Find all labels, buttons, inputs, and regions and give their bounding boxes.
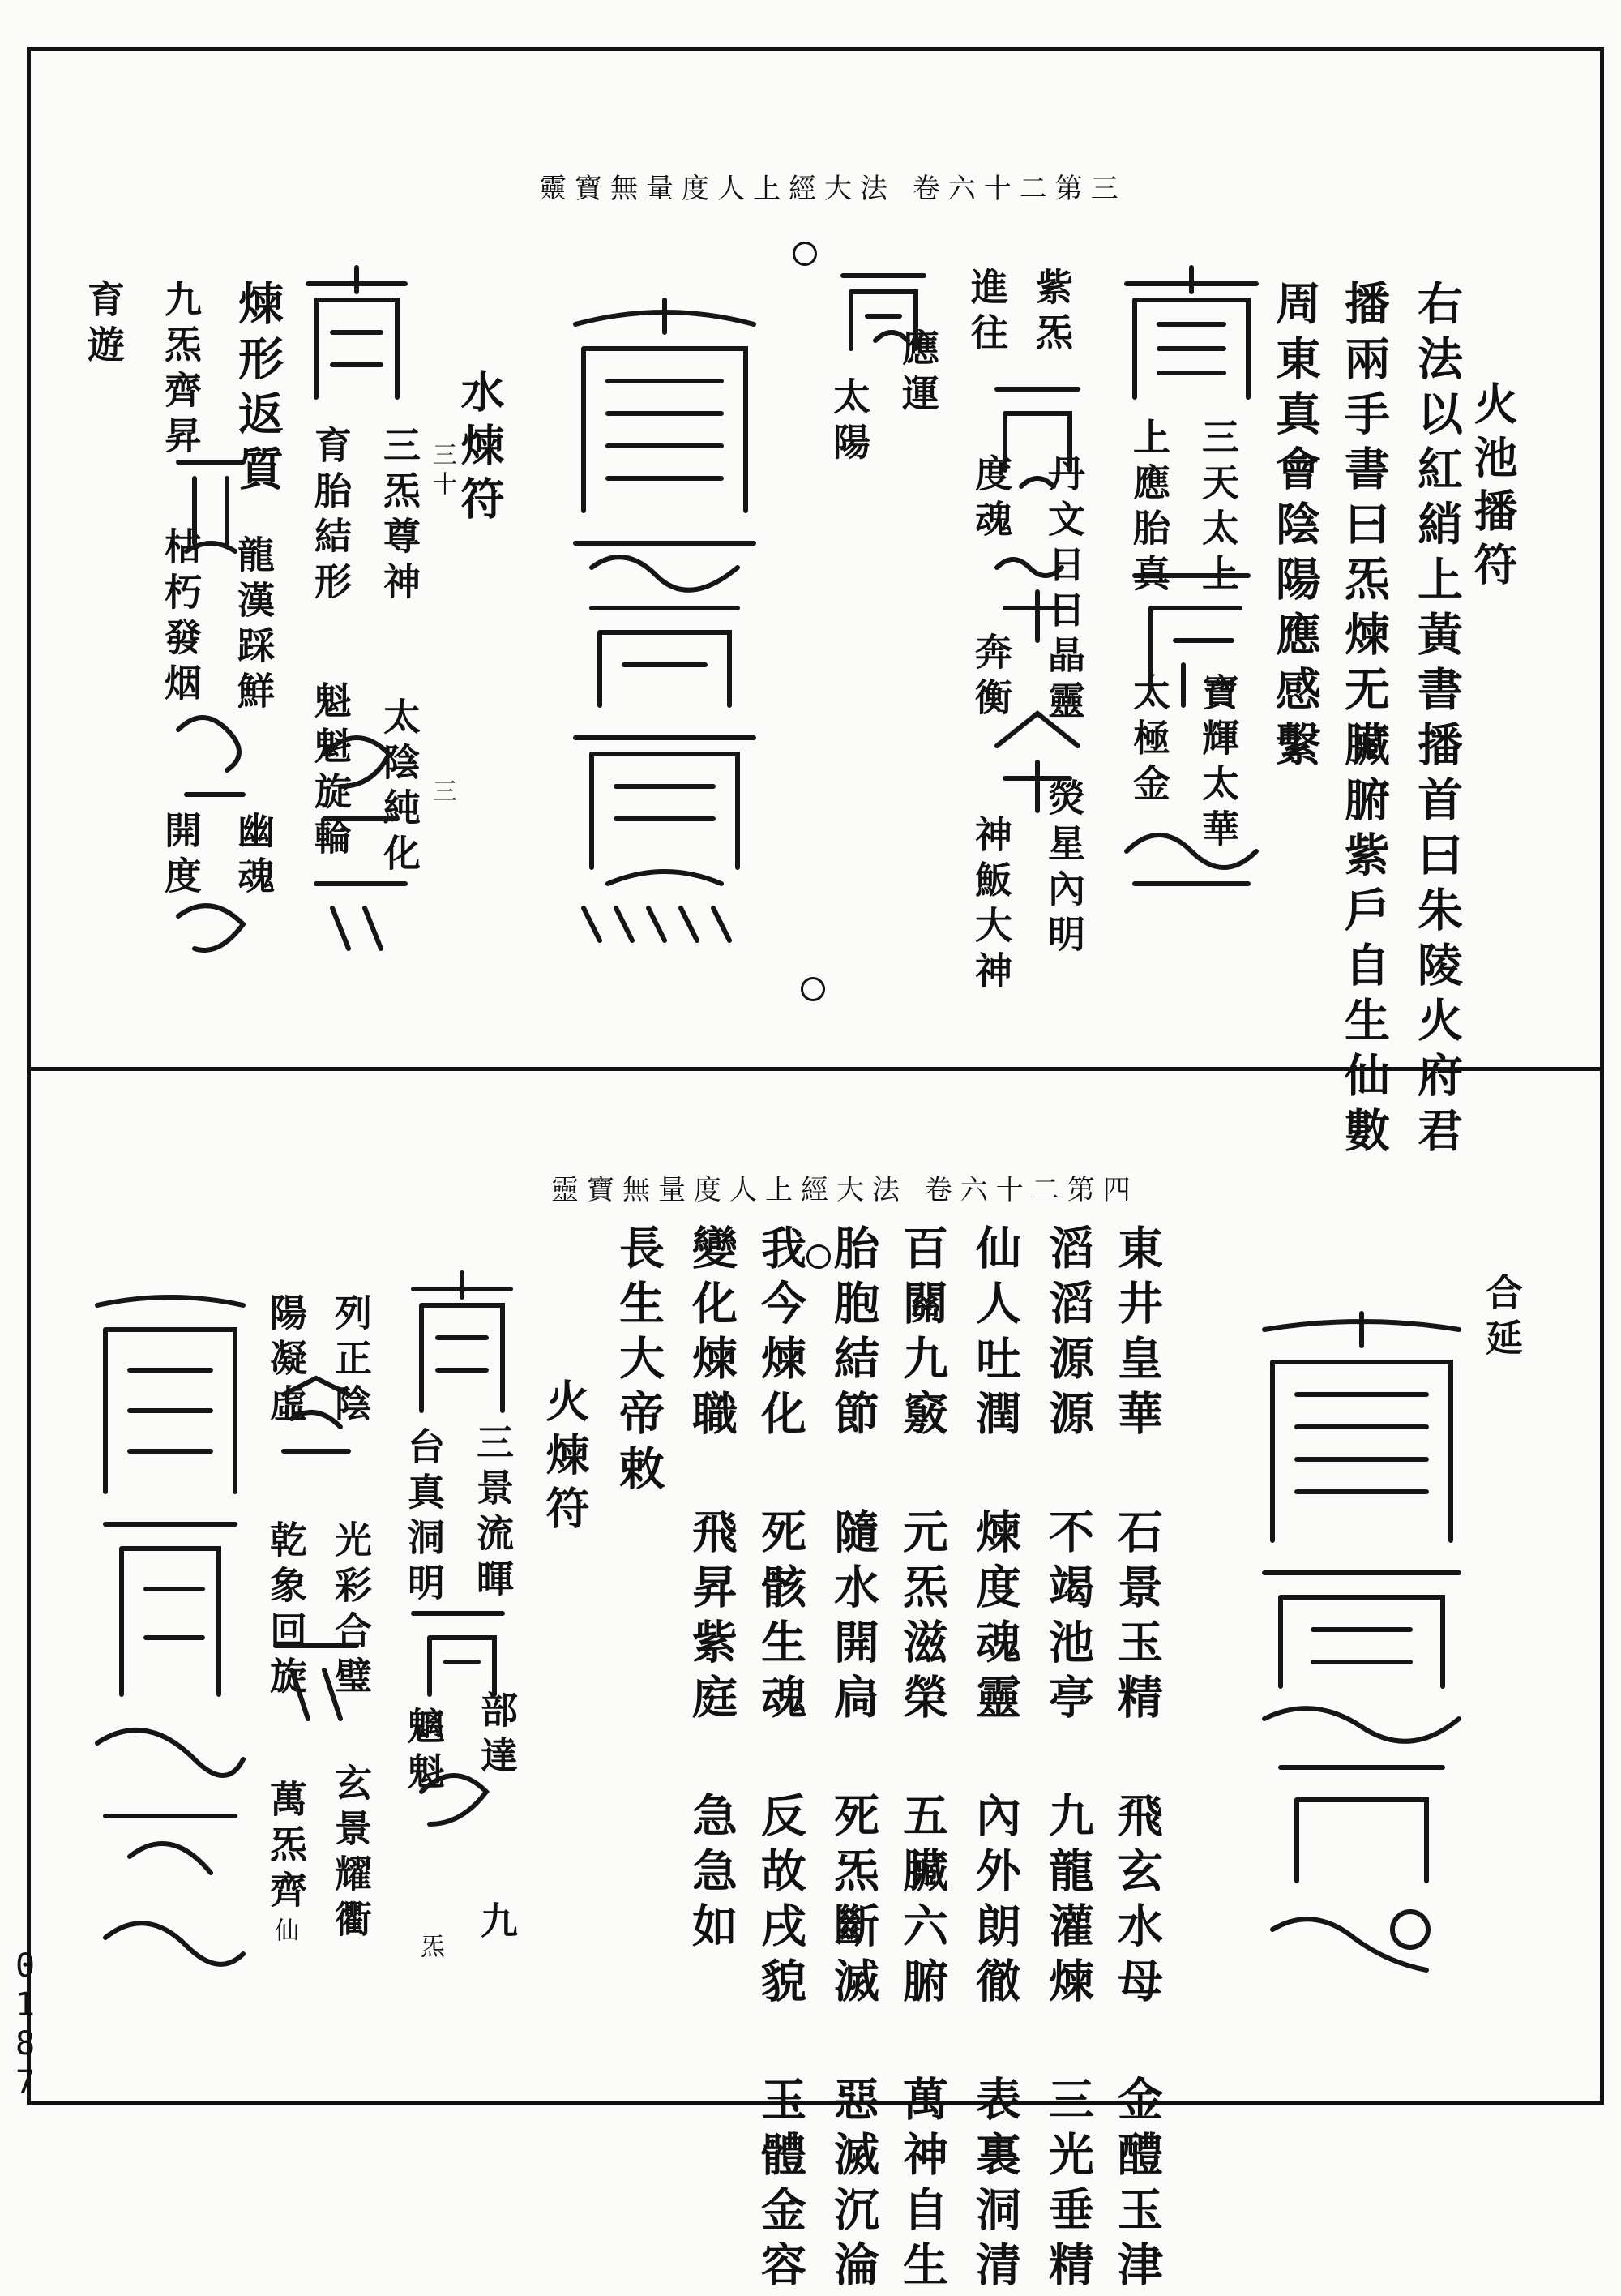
talisman1-line-top: 三天太上 [1196,418,1240,599]
fire-line3c: 玄景耀衢 [329,1763,373,1945]
water-line3c: 幽魂 [232,811,276,902]
water-line5: 育遊 [82,280,126,371]
circle-mark-lower [801,977,825,1001]
bottom-text-column-3: 仙人吐潤 煉度魂靈 內外朗徹 表裏洞清 [969,1224,1022,2296]
water-seal-glyphs [292,268,421,997]
title-fire-pool-banner: 火池播符 [1467,381,1519,595]
bottom-text-column-8: 長生大帝敕 [612,1224,665,1500]
circle-mark-bottom [806,1244,831,1269]
fire-line1b: 部達 [475,1690,519,1781]
talisman1-line8: 應運 [896,328,940,419]
fire-line1c: 九 [475,1901,519,1947]
fire-line4d: 仙 [270,1917,298,1947]
water-line2: 育胎結形 [309,426,353,607]
bottom-text-column-7: 變化煉職 飛昇紫庭 急急如 [685,1224,738,1957]
top-running-header: 靈寶無量度人上經大法 卷六十二第三 [539,173,1127,205]
water-line4b: 枯朽發烟 [159,527,203,709]
title-water-refine: 水煉符 [454,369,506,529]
water-seal-glyphs-2 [159,446,259,1013]
bottom-text-column-4: 百關九竅 元炁滋榮 五臟六腑 萬神自生 [896,1224,949,2296]
talisman1-line6b: 奔衡 [969,632,1013,723]
fire-line3: 列正陰 [329,1293,373,1429]
water-line1b: 太陰純化 [378,697,421,879]
talisman1-line-mid: 寶輝太華 [1196,673,1240,855]
water-side-mark: 三 [428,778,456,807]
bottom-right-large-seal [1248,1313,1475,1986]
fire-seal-glyphs-2 [259,1378,373,1784]
bottom-text-column-2: 滔滔源源 不竭池亭 九龍灌煉 三光垂精 [1041,1224,1095,2296]
text-column-2: 播兩手書曰炁煉无臟腑紫戶自生仙數 [1337,280,1391,1162]
water-line3b: 龍漢踩鮮 [232,535,276,717]
title-fire-refine: 火煉符 [539,1378,591,1539]
water-mark: 三十 [428,442,456,500]
talisman1-line3: 太極金 [1127,673,1171,809]
talisman-large-seal [559,300,770,940]
fire-line4b: 乾象回旋 [264,1520,308,1702]
bottom-text-column-1: 東井皇華 石景玉精 飛玄水母 金醴玉津 [1110,1224,1164,2296]
fire-seal-glyphs [397,1273,527,2003]
bottom-running-header: 靈寶無量度人上經大法 卷六十二第四 [551,1174,1139,1206]
water-line1: 三炁尊神 [378,426,421,607]
fire-line2: 台真洞明 [402,1427,446,1608]
water-line4: 九炁齊昇 [159,280,203,461]
talisman1-line5: 紫炁 [1030,268,1074,358]
bottom-text-column-5: 胎胞結節 隨水開扃 死炁斷滅 惡滅沉淪 [827,1224,880,2296]
talisman1-line3b: 熒星內明 [1042,778,1086,960]
bottom-text-column-6: 我今煉化 死骸生魂 反故戌貌 玉體金容 [754,1224,807,2296]
talisman1-seal-glyphs [1110,268,1272,916]
hebi-label: 合延 [1480,1273,1524,1364]
talisman1-line4b: 神魬大神 [969,815,1013,996]
talisman1-seal-left [827,259,940,357]
water-line3: 煉形返質 [231,280,284,500]
fire-line3b: 光彩合璧 [329,1520,373,1702]
fire-line1: 三景流暉 [471,1423,515,1604]
water-line4c: 開度 [159,811,203,902]
water-line2b: 魁魁旋輪 [309,681,353,863]
talisman1-seal-glyphs-2 [981,324,1094,973]
talisman1-line7: 進往 [965,268,1009,358]
talisman1-line4: 丹文日日晶靈 [1042,454,1086,726]
talisman1-line9: 太陽 [828,377,871,468]
fire-line2b: 魑魁 [402,1707,446,1797]
bottom-left-large-seal [81,1289,259,2019]
circle-mark-upper [793,242,817,266]
text-column-1: 右法以紅綃上黃書播首曰朱陵火府君 [1410,280,1464,1162]
text-column-3: 周東真會陰陽應感繫 [1268,280,1322,776]
talisman1-line2: 上應胎真 [1127,418,1171,599]
page-number: 0187 [6,1947,44,2103]
talisman1-line6: 度魂 [969,454,1013,545]
fire-line4: 陽凝虛 [264,1293,308,1429]
fire-line4c: 萬炁齊 [264,1780,308,1916]
fire-line2c: 炁 [416,1934,444,1963]
